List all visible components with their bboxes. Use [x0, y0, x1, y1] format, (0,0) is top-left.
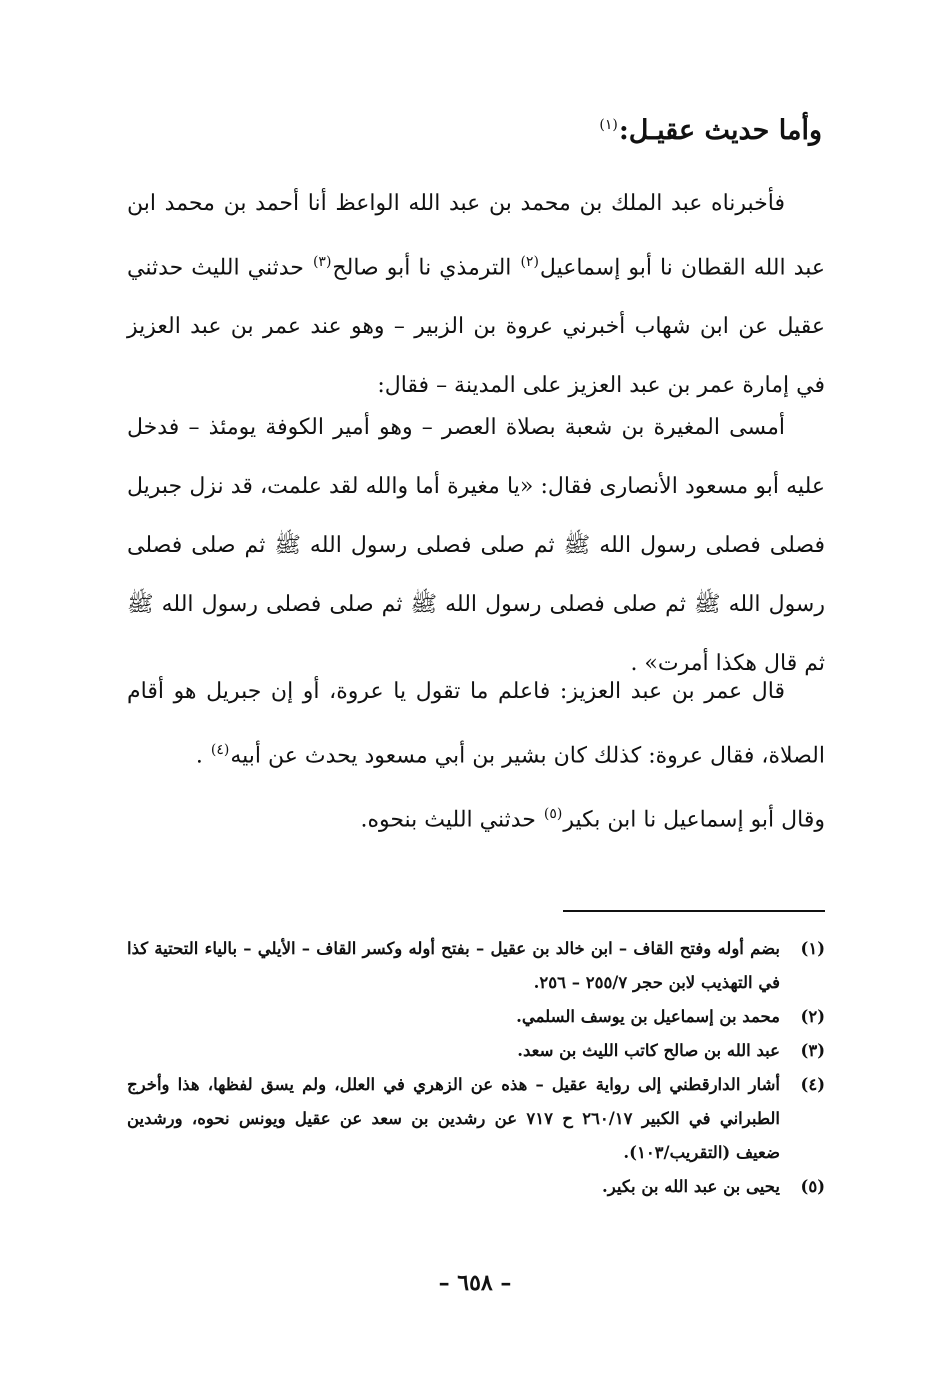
footnote-item — [127, 932, 825, 1000]
footnote-text: بضم أوله وفتح القاف – ابن خالد بن عقيل – بفتح أوله وكسر القاف – الأيلي – بالياء التحتية كذا في التهذيب لابن حجر ٢٥٥/٧ – ٢٥٦. — [127, 939, 780, 992]
footnote-ref-2: (٢) — [520, 254, 539, 270]
footnotes — [127, 932, 825, 1204]
footnote-item — [127, 1170, 825, 1204]
footnote-ref-1: (١) — [599, 117, 618, 133]
paragraph-commentary-text-a: قال عمر بن عبد العزيز: فاعلم ما تقول يا عروة، أو إن جبريل هو أقام الصلاة، فقال عروة: كذلك كان بشير بن أبي مسعود يحدث عن أبيه — [127, 679, 825, 769]
paragraph-isnad-text-a: فأخبرناه عبد الملك بن محمد بن عبد الله الواعظ أنا أحمد بن محمد ابن عبد الله القطان نا أبو إسماعيل — [127, 191, 825, 281]
footnote-item — [127, 1068, 825, 1170]
footnote-item — [127, 1034, 825, 1068]
paragraph-commentary-text-b: . — [195, 743, 210, 769]
paragraph-isnad-text-c: حدثني الليث حدثني عقيل عن ابن شهاب أخبرني عروة بن الزبير – وهو عند عمر بن عبد العزيز في إمارة عمر بن عبد العزيز على المدينة – فقال: — [127, 255, 825, 399]
paragraph-isnad-text-b: الترمذي نا أبو صالح — [332, 255, 520, 281]
footnote-text: محمد بن إسماعيل بن يوسف السلمي. — [516, 1007, 780, 1026]
footnote-number: (٤) — [800, 1075, 825, 1094]
paragraph-hadith — [127, 398, 825, 693]
paragraph-hadith-text: أمسى المغيرة بن شعبة بصلاة العصر – وهو أمير الكوفة يومئذ – فدخل عليه أبو مسعود الأنصارى فقال: «يا مغيرة أما والله لقد علمت، قد نزل جبريل فصلى فصلى رسول الله ﷺ ثم صلى فصلى رسول الله ﷺ ثم صلى فصلى رسول الله ﷺ ثم صلى فصلى رسول الله ﷺ ثم صلى فصلى رسول الله ﷺ ثم قال هكذا أمرت» . — [127, 415, 825, 676]
footnote-number: (٥) — [800, 1177, 825, 1196]
footnote-number: (٣) — [800, 1041, 825, 1060]
section-heading — [598, 100, 822, 156]
paragraph-commentary-text-d: حدثني الليث بنحوه. — [360, 807, 543, 833]
footnote-text: أشار الدارقطني إلى رواية عقيل – هذه عن الزهري في العلل، ولم يسق لفظها، هذا وأخرج الطبراني في الكبير ٢٦٠/١٧ ح ٧١٧ عن رشدين بن سعد عن عقيل ويونس نحوه، ورشدين ضعيف (التقريب/١٠٣). — [127, 1075, 780, 1162]
page-number: – ٦٥٨ – — [438, 1270, 512, 1296]
paragraph-isnad — [127, 174, 825, 415]
paragraph-commentary-text-c: وقال أبو إسماعيل نا ابن بكير — [563, 807, 825, 833]
footnote-ref-3: (٣) — [312, 254, 332, 270]
footnote-number: (٢) — [800, 1007, 825, 1026]
footnote-text: يحيى بن عبد الله بن بكير. — [602, 1177, 780, 1196]
footnote-text: عبد الله بن صالح كاتب الليث بن سعد. — [517, 1041, 780, 1060]
footnote-ref-5: (٥) — [543, 806, 563, 823]
footnote-item — [127, 1000, 825, 1034]
heading-text: وأما حديث عقيـل: — [618, 115, 822, 146]
paragraph-commentary — [127, 662, 825, 850]
footnote-ref-4: (٤) — [210, 742, 230, 758]
footnote-separator — [563, 910, 825, 912]
footnote-number: (١) — [800, 939, 825, 958]
